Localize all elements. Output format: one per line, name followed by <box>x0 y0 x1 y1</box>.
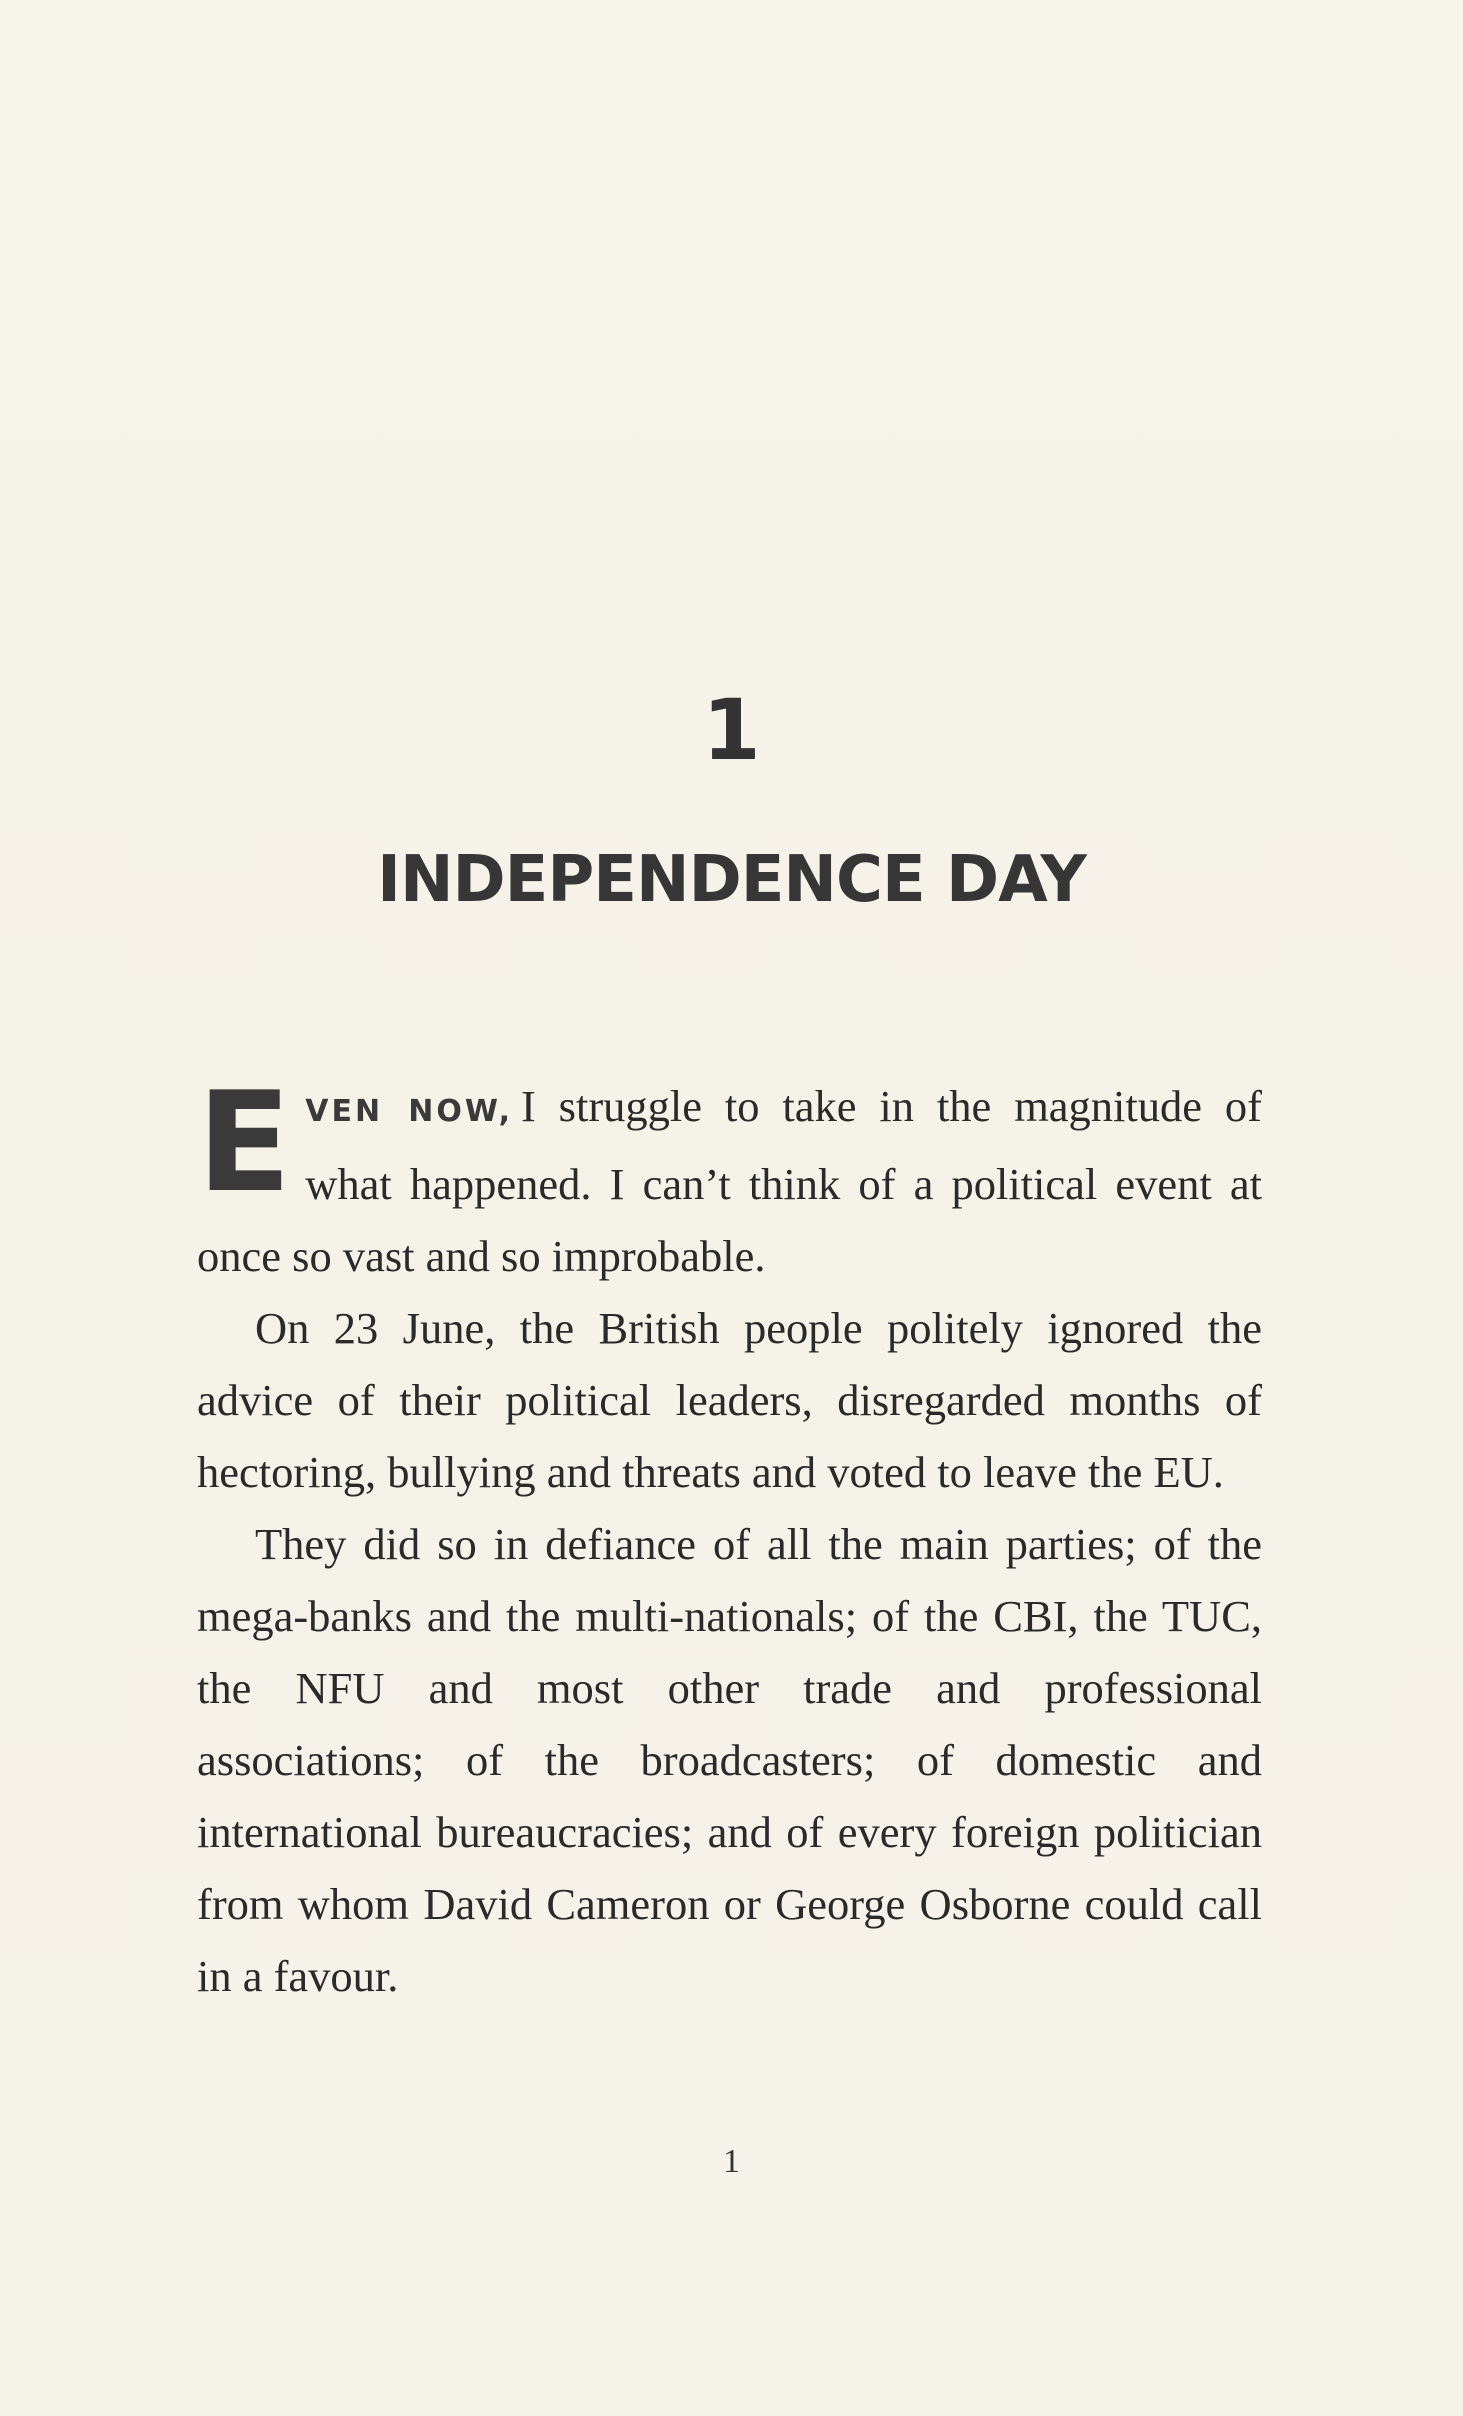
chapter-body <box>197 1062 1262 2012</box>
chapter-title: INDEPENDENCE DAY <box>377 843 1086 917</box>
paragraph-3: They did so in defiance of all the main parties; of the mega-banks and the multi-nationals; of the CBI, the TUC, the NFU and most other trade and professional associations; of the broadcasters; of domestic and international bureaucracies; and of every foreign politician from whom David Cameron or George Osborne could call in a favour. <box>197 1519 1262 2001</box>
paragraph-1-text: I struggle to take in the magnitude of what happened. I can’t think of a political event at once so vast and so improbable. <box>197 1081 1262 1281</box>
paragraph-1 <box>197 1062 1262 1292</box>
drop-cap: E <box>197 1062 292 1223</box>
lead-in-small-caps: VEN NOW, <box>305 1094 513 1129</box>
page-number: 1 <box>723 2143 740 2180</box>
paragraph-2: On 23 June, the British people politely ignored the advice of their political leaders, disregarded months of hectoring, bullying and threats and voted to leave the EU. <box>197 1303 1262 1497</box>
chapter-number: 1 <box>702 681 761 779</box>
